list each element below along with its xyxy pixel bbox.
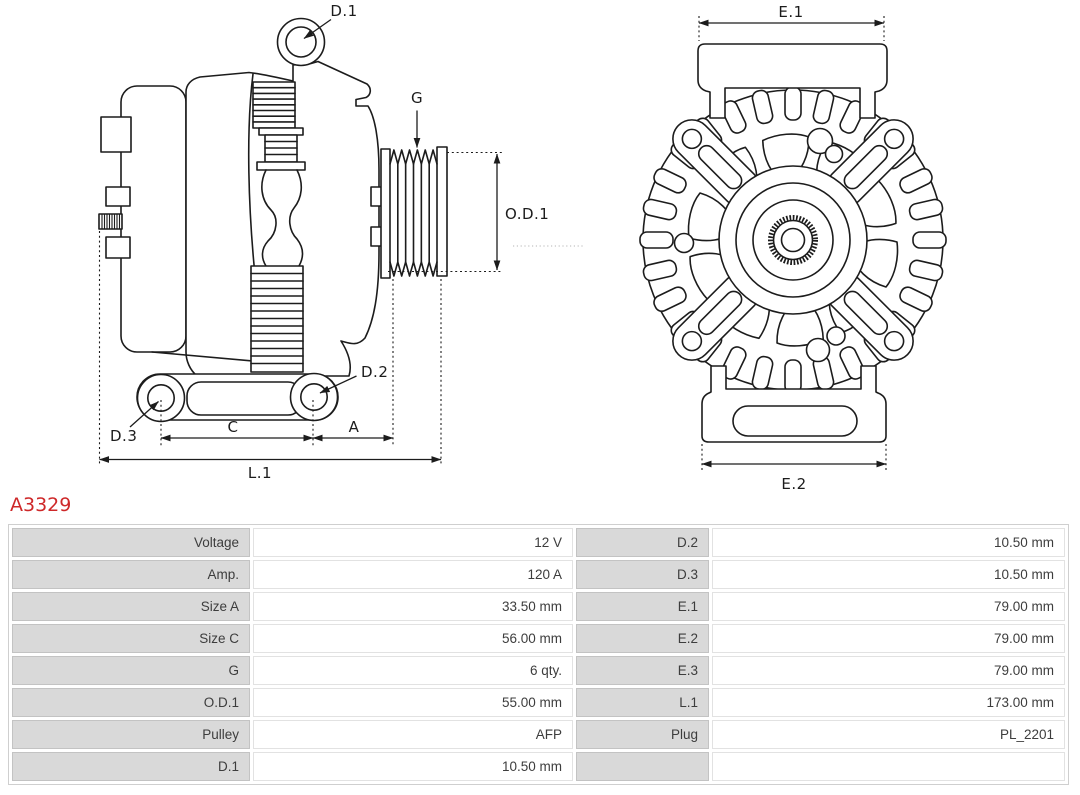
mounting-ear	[278, 19, 325, 66]
part-number: A3329	[10, 494, 72, 516]
spec-row	[12, 752, 1065, 781]
spec-row	[12, 688, 1065, 717]
rear-cover	[99, 86, 186, 352]
spec-label: L.1	[576, 688, 709, 717]
spec-label: O.D.1	[12, 688, 250, 717]
spec-label: E.1	[576, 592, 709, 621]
pulley-hub	[719, 166, 867, 314]
spec-row	[12, 528, 1065, 557]
spec-label: D.1	[12, 752, 250, 781]
dim-label-e1: E.1	[778, 3, 804, 21]
terminal-tab-2	[106, 237, 130, 258]
spec-value: 10.50 mm	[253, 752, 573, 781]
spec-value: AFP	[253, 720, 573, 749]
spec-value: 79.00 mm	[712, 624, 1065, 653]
spec-label: Plug	[576, 720, 709, 749]
spec-label: Pulley	[12, 720, 250, 749]
spec-row	[12, 592, 1065, 621]
spec-label: E.2	[576, 624, 709, 653]
spec-label: E.3	[576, 656, 709, 685]
spec-label: Voltage	[12, 528, 250, 557]
spec-label: Size C	[12, 624, 250, 653]
front-view-drawing	[640, 3, 946, 493]
spec-value: 33.50 mm	[253, 592, 573, 621]
spec-value: 6 qty.	[253, 656, 573, 685]
dim-label-e2: E.2	[781, 475, 807, 493]
spec-table	[8, 524, 1069, 785]
pulley	[371, 147, 447, 278]
dim-label-d1: D.1	[330, 2, 358, 20]
terminal-block	[101, 117, 131, 152]
dim-label-l1: L.1	[247, 464, 273, 482]
spec-value	[712, 752, 1065, 781]
threaded-stud	[99, 214, 122, 229]
spec-row	[12, 656, 1065, 685]
spec-label: D.3	[576, 560, 709, 589]
dim-label-od1: O.D.1	[505, 205, 550, 223]
dim-label-g: G	[410, 89, 424, 107]
spec-value: 10.50 mm	[712, 560, 1065, 589]
terminal-tab	[106, 187, 130, 206]
spec-label: D.2	[576, 528, 709, 557]
spec-row	[12, 720, 1065, 749]
dim-label-d3: D.3	[110, 427, 138, 445]
spec-row	[12, 560, 1065, 589]
spec-value: 12 V	[253, 528, 573, 557]
spec-value: PL_2201	[712, 720, 1065, 749]
spec-value: 79.00 mm	[712, 656, 1065, 685]
spec-value: 55.00 mm	[253, 688, 573, 717]
spec-label: Amp.	[12, 560, 250, 589]
spec-value: 56.00 mm	[253, 624, 573, 653]
dim-label-a: A	[348, 418, 360, 436]
mounting-feet	[137, 374, 338, 422]
spec-value: 10.50 mm	[712, 528, 1065, 557]
side-view-drawing	[99, 2, 583, 482]
spec-row	[12, 624, 1065, 653]
shaft-bore	[782, 229, 805, 252]
spec-label: Size A	[12, 592, 250, 621]
spec-value: 79.00 mm	[712, 592, 1065, 621]
dim-label-d2: D.2	[361, 363, 389, 381]
spec-label: G	[12, 656, 250, 685]
spec-value: 120 A	[253, 560, 573, 589]
dim-label-c: C	[227, 418, 239, 436]
spec-label	[576, 752, 709, 781]
spec-value: 173.00 mm	[712, 688, 1065, 717]
